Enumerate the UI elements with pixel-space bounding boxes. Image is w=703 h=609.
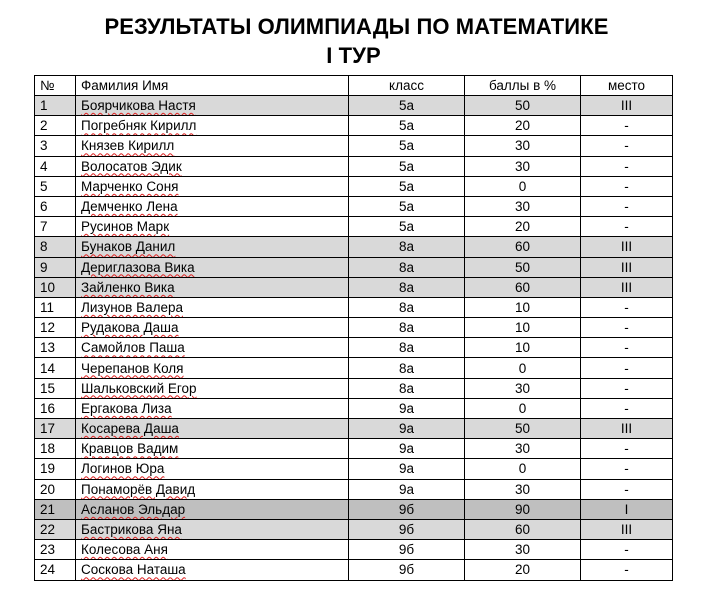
table-row (35, 499, 673, 519)
cell-num: 16 (35, 398, 76, 418)
cell-num: 3 (35, 136, 76, 156)
cell-class: 5а (349, 217, 465, 237)
cell-score: 60 (465, 237, 581, 257)
table-row (35, 176, 673, 196)
cell-name (76, 297, 349, 317)
page-title: РЕЗУЛЬТАТЫ ОЛИМПИАДЫ ПО МАТЕМАТИКЕ (104, 14, 609, 39)
header-class: класс (349, 76, 465, 96)
cell-name (76, 277, 349, 297)
cell-num: 18 (35, 439, 76, 459)
cell-num: 9 (35, 257, 76, 277)
cell-place: - (581, 318, 673, 338)
student-name: Ергакова Лиза (81, 400, 172, 416)
student-name: Волосатов Эдик (81, 158, 182, 174)
student-name: Самойлов Паша (81, 340, 185, 356)
cell-class: 9а (349, 459, 465, 479)
cell-class: 8а (349, 277, 465, 297)
student-name: Погребняк Кирилл (81, 118, 197, 134)
cell-name (76, 499, 349, 519)
cell-name (76, 439, 349, 459)
table-row (35, 318, 673, 338)
cell-score: 20 (465, 116, 581, 136)
cell-name (76, 560, 349, 580)
cell-class: 8а (349, 358, 465, 378)
cell-class: 9а (349, 479, 465, 499)
student-name: Колесова Аня (81, 542, 168, 558)
table-row (35, 136, 673, 156)
student-name: Бастрикова Яна (81, 522, 182, 538)
student-name: Асланов Эльдар (81, 501, 186, 517)
cell-place: - (581, 217, 673, 237)
cell-name (76, 398, 349, 418)
cell-place: - (581, 196, 673, 216)
student-name: Логинов Юра (81, 461, 165, 477)
student-name: Марченко Соня (81, 178, 179, 194)
cell-place: - (581, 116, 673, 136)
cell-place: - (581, 540, 673, 560)
cell-class: 8а (349, 318, 465, 338)
cell-num: 8 (35, 237, 76, 257)
cell-class: 5а (349, 116, 465, 136)
results-table (34, 75, 673, 581)
student-name: Черепанов Коля (81, 360, 184, 376)
cell-class: 9а (349, 419, 465, 439)
cell-num: 12 (35, 318, 76, 338)
cell-name (76, 217, 349, 237)
cell-num: 19 (35, 459, 76, 479)
cell-name (76, 318, 349, 338)
cell-score: 0 (465, 358, 581, 378)
student-name: Косарева Даша (81, 421, 179, 437)
cell-score: 30 (465, 196, 581, 216)
student-name: Рудакова Даша (81, 320, 179, 336)
table-row (35, 419, 673, 439)
cell-num: 13 (35, 338, 76, 358)
student-name: Понаморёв Давид (81, 481, 196, 497)
cell-place: III (581, 237, 673, 257)
cell-score: 50 (465, 96, 581, 116)
cell-place: - (581, 439, 673, 459)
cell-score: 0 (465, 176, 581, 196)
table-row (35, 156, 673, 176)
cell-class: 8а (349, 297, 465, 317)
cell-num: 4 (35, 156, 76, 176)
cell-name (76, 176, 349, 196)
cell-score: 30 (465, 378, 581, 398)
cell-place: III (581, 257, 673, 277)
cell-name (76, 196, 349, 216)
cell-name (76, 237, 349, 257)
table-row (35, 378, 673, 398)
cell-num: 5 (35, 176, 76, 196)
cell-place: III (581, 519, 673, 539)
cell-name (76, 116, 349, 136)
cell-place: - (581, 378, 673, 398)
table-row (35, 237, 673, 257)
cell-class: 9б (349, 499, 465, 519)
student-name: Дериглазова Вика (81, 259, 195, 275)
student-name: Лизунов Валера (81, 299, 183, 315)
cell-score: 30 (465, 439, 581, 459)
student-name: Зайленко Вика (81, 279, 175, 295)
student-name: Демченко Лена (81, 199, 178, 215)
page-subtitle: I ТУР (326, 43, 381, 68)
table-row (35, 277, 673, 297)
student-name: Соскова Наташа (81, 562, 186, 578)
cell-place: - (581, 479, 673, 499)
cell-num: 23 (35, 540, 76, 560)
cell-place: I (581, 499, 673, 519)
cell-score: 10 (465, 318, 581, 338)
cell-num: 1 (35, 96, 76, 116)
cell-name (76, 338, 349, 358)
header-place: место (581, 76, 673, 96)
student-name: Шальковский Егор (81, 380, 197, 396)
table-row (35, 217, 673, 237)
student-name: Русинов Марк (81, 219, 170, 235)
cell-num: 7 (35, 217, 76, 237)
cell-name (76, 540, 349, 560)
cell-score: 30 (465, 136, 581, 156)
cell-class: 8а (349, 257, 465, 277)
cell-place: - (581, 176, 673, 196)
cell-class: 5а (349, 96, 465, 116)
cell-class: 8а (349, 338, 465, 358)
cell-place: - (581, 338, 673, 358)
table-row (35, 479, 673, 499)
cell-place: III (581, 96, 673, 116)
table-row (35, 196, 673, 216)
cell-score: 20 (465, 217, 581, 237)
cell-score: 0 (465, 398, 581, 418)
header-score: баллы в % (465, 76, 581, 96)
header-num: № (35, 76, 76, 96)
cell-class: 9б (349, 560, 465, 580)
cell-name (76, 479, 349, 499)
cell-class: 5а (349, 156, 465, 176)
cell-num: 24 (35, 560, 76, 580)
cell-name (76, 358, 349, 378)
cell-name (76, 156, 349, 176)
cell-num: 22 (35, 519, 76, 539)
cell-num: 10 (35, 277, 76, 297)
cell-class: 9б (349, 540, 465, 560)
cell-place: - (581, 459, 673, 479)
cell-place: - (581, 136, 673, 156)
cell-num: 14 (35, 358, 76, 378)
cell-score: 30 (465, 479, 581, 499)
cell-place: - (581, 560, 673, 580)
cell-name (76, 419, 349, 439)
cell-score: 60 (465, 519, 581, 539)
cell-num: 2 (35, 116, 76, 136)
cell-num: 6 (35, 196, 76, 216)
cell-name (76, 257, 349, 277)
cell-place: III (581, 277, 673, 297)
cell-place: - (581, 156, 673, 176)
header-name: Фамилия Имя (76, 76, 349, 96)
student-name: Бунаков Данил (81, 239, 176, 255)
cell-score: 20 (465, 560, 581, 580)
table-row (35, 459, 673, 479)
cell-name (76, 519, 349, 539)
cell-name (76, 378, 349, 398)
cell-score: 10 (465, 338, 581, 358)
cell-class: 8а (349, 378, 465, 398)
cell-num: 21 (35, 499, 76, 519)
cell-score: 30 (465, 156, 581, 176)
cell-class: 9б (349, 519, 465, 539)
cell-name (76, 96, 349, 116)
cell-class: 5а (349, 196, 465, 216)
student-name: Боярчикова Настя (81, 98, 196, 114)
table-row (35, 358, 673, 378)
cell-score: 50 (465, 419, 581, 439)
cell-num: 15 (35, 378, 76, 398)
cell-score: 10 (465, 297, 581, 317)
table-row (35, 560, 673, 580)
table-row (35, 338, 673, 358)
cell-name (76, 136, 349, 156)
cell-class: 9а (349, 439, 465, 459)
table-row (35, 297, 673, 317)
table-header-row (35, 76, 673, 96)
cell-num: 11 (35, 297, 76, 317)
cell-num: 20 (35, 479, 76, 499)
cell-score: 60 (465, 277, 581, 297)
cell-score: 50 (465, 257, 581, 277)
cell-score: 90 (465, 499, 581, 519)
cell-name (76, 459, 349, 479)
table-row (35, 439, 673, 459)
table-row (35, 116, 673, 136)
results-table-body (35, 96, 673, 581)
table-row (35, 540, 673, 560)
cell-score: 30 (465, 540, 581, 560)
table-row (35, 398, 673, 418)
table-row (35, 257, 673, 277)
cell-place: - (581, 358, 673, 378)
table-row (35, 96, 673, 116)
cell-place: III (581, 419, 673, 439)
cell-score: 0 (465, 459, 581, 479)
cell-place: - (581, 398, 673, 418)
cell-class: 5а (349, 136, 465, 156)
cell-place: - (581, 297, 673, 317)
table-row (35, 519, 673, 539)
student-name: Князев Кирилл (81, 138, 175, 154)
cell-class: 8а (349, 237, 465, 257)
student-name: Кравцов Вадим (81, 441, 179, 457)
cell-class: 9а (349, 398, 465, 418)
cell-num: 17 (35, 419, 76, 439)
cell-class: 5а (349, 176, 465, 196)
